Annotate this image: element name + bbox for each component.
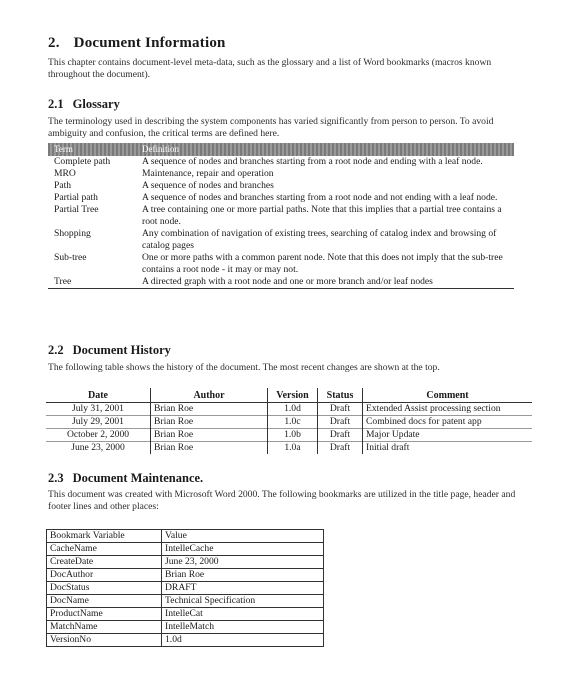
bookmark-variable-cell: CacheName <box>47 543 162 556</box>
glossary-definition: A sequence of nodes and branches <box>142 180 274 191</box>
history-version-cell: 1.0d <box>268 403 318 416</box>
history-author-cell: Brian Roe <box>151 403 268 416</box>
glossary-definition: A tree containing one or more partial paths. Note that this implies that a partial tree contains a root node. <box>142 204 502 227</box>
history-author-cell: Brian Roe <box>151 416 268 429</box>
bookmark-row <box>47 556 324 569</box>
glossary-header-row <box>48 143 514 156</box>
glossary-term: Shopping <box>54 228 91 239</box>
history-version-cell: 1.0b <box>268 429 318 442</box>
history-status-cell: Draft <box>318 429 363 442</box>
bookmark-variable-cell: DocStatus <box>47 582 162 595</box>
glossary-header-definition: Definition <box>142 144 179 154</box>
history-header-status: Status <box>318 388 363 403</box>
history-date-cell: July 29, 2001 <box>46 416 151 429</box>
history-status-cell: Draft <box>318 416 363 429</box>
bookmark-variable-cell: DocAuthor <box>47 569 162 582</box>
bookmark-value-cell: DRAFT <box>162 582 324 595</box>
history-row <box>46 416 532 429</box>
glossary-row <box>48 276 514 288</box>
glossary-rows <box>48 156 514 289</box>
glossary-header-term: Term <box>54 144 73 154</box>
glossary-row <box>48 228 514 252</box>
bookmark-table <box>46 529 324 647</box>
bookmark-value-cell: IntelleMatch <box>162 621 324 634</box>
bookmark-header-value: Value <box>162 530 324 543</box>
glossary-row <box>48 168 514 180</box>
bookmark-value-cell: Technical Specification <box>162 595 324 608</box>
bookmark-header-variable: Bookmark Variable <box>47 530 162 543</box>
history-header-version: Version <box>268 388 318 403</box>
glossary-term: Partial Tree <box>54 204 99 215</box>
bookmark-row <box>47 569 324 582</box>
history-comment-cell: Extended Assist processing section <box>363 403 533 416</box>
history-status-cell: Draft <box>318 442 363 455</box>
bookmark-variable-cell: VersionNo <box>47 634 162 647</box>
glossary-row <box>48 180 514 192</box>
history-row <box>46 442 532 455</box>
glossary-row <box>48 192 514 204</box>
glossary-row <box>48 204 514 228</box>
glossary-definition: A sequence of nodes and branches starting from a root node and ending with a leaf node. <box>142 156 483 167</box>
history-header-date: Date <box>46 388 151 403</box>
history-header-comment: Comment <box>363 388 533 403</box>
bookmark-variable-cell: MatchName <box>47 621 162 634</box>
bookmark-row <box>47 543 324 556</box>
glossary-term: Path <box>54 180 72 191</box>
bookmark-row <box>47 595 324 608</box>
history-date-cell: July 31, 2001 <box>46 403 151 416</box>
glossary-definition: Maintenance, repair and operation <box>142 168 274 179</box>
bookmark-value-cell: Brian Roe <box>162 569 324 582</box>
history-table <box>46 388 532 454</box>
bookmark-row <box>47 621 324 634</box>
history-status-cell: Draft <box>318 403 363 416</box>
glossary-definition: Any combination of navigation of existing trees, searching of catalog index and browsing of catalog pages <box>142 228 497 251</box>
glossary-definition: A directed graph with a root node and one or more branch and/or leaf nodes <box>142 276 433 287</box>
history-author-cell: Brian Roe <box>151 429 268 442</box>
bookmark-header-row <box>47 530 324 543</box>
bookmark-row <box>47 634 324 647</box>
bookmark-row <box>47 582 324 595</box>
maintenance-heading: 2.3 Document Maintenance. <box>48 471 204 485</box>
section-heading: 2. Document Information <box>48 35 226 51</box>
history-date-cell: June 23, 2000 <box>46 442 151 455</box>
bookmark-value-cell: IntelleCache <box>162 543 324 556</box>
glossary-term: Partial path <box>54 192 98 203</box>
bookmark-value-cell: 1.0d <box>162 634 324 647</box>
glossary-term: Complete path <box>54 156 111 167</box>
glossary-row <box>48 156 514 168</box>
history-header-author: Author <box>151 388 268 403</box>
history-intro: The following table shows the history of the document. The most recent changes are shown at the top. <box>48 362 440 373</box>
bookmark-row <box>47 608 324 621</box>
maintenance-intro: This document was created with Microsoft Word 2000. The following bookmarks are utilized in the title page, header and footer lines and other places: <box>48 489 516 512</box>
history-comment-cell: Initial draft <box>363 442 533 455</box>
history-row <box>46 429 532 442</box>
history-comment-cell: Major Update <box>363 429 533 442</box>
history-date-cell: October 2, 2000 <box>46 429 151 442</box>
bookmark-variable-cell: DocName <box>47 595 162 608</box>
bookmark-variable-cell: ProductName <box>47 608 162 621</box>
glossary-intro: The terminology used in describing the system components has varied significantly from person to person. To avoid ambiguity and confusion, the critical terms are defined here. <box>48 116 494 139</box>
glossary-definition: One or more paths with a common parent node. Note that this does not imply that the sub-tree contains a root node - it may or may not. <box>142 252 503 275</box>
glossary-term: Tree <box>54 276 72 287</box>
history-header-row <box>46 388 532 403</box>
history-version-cell: 1.0c <box>268 416 318 429</box>
glossary-definition: A sequence of nodes and branches starting from a root node and not ending with a leaf node. <box>142 192 498 203</box>
history-version-cell: 1.0a <box>268 442 318 455</box>
glossary-table <box>48 143 514 289</box>
history-author-cell: Brian Roe <box>151 442 268 455</box>
bookmark-value-cell: June 23, 2000 <box>162 556 324 569</box>
bookmark-value-cell: IntelleCat <box>162 608 324 621</box>
history-heading: 2.2 Document History <box>48 343 171 357</box>
glossary-heading: 2.1 Glossary <box>48 97 120 111</box>
history-comment-cell: Combined docs for patent app <box>363 416 533 429</box>
glossary-term: Sub-tree <box>54 252 87 263</box>
glossary-term: MRO <box>54 168 76 179</box>
glossary-row <box>48 252 514 276</box>
bookmark-variable-cell: CreateDate <box>47 556 162 569</box>
history-row <box>46 403 532 416</box>
section-intro: This chapter contains document-level meta-data, such as the glossary and a list of Word bookmarks (macros known throughout the document). <box>48 57 492 80</box>
